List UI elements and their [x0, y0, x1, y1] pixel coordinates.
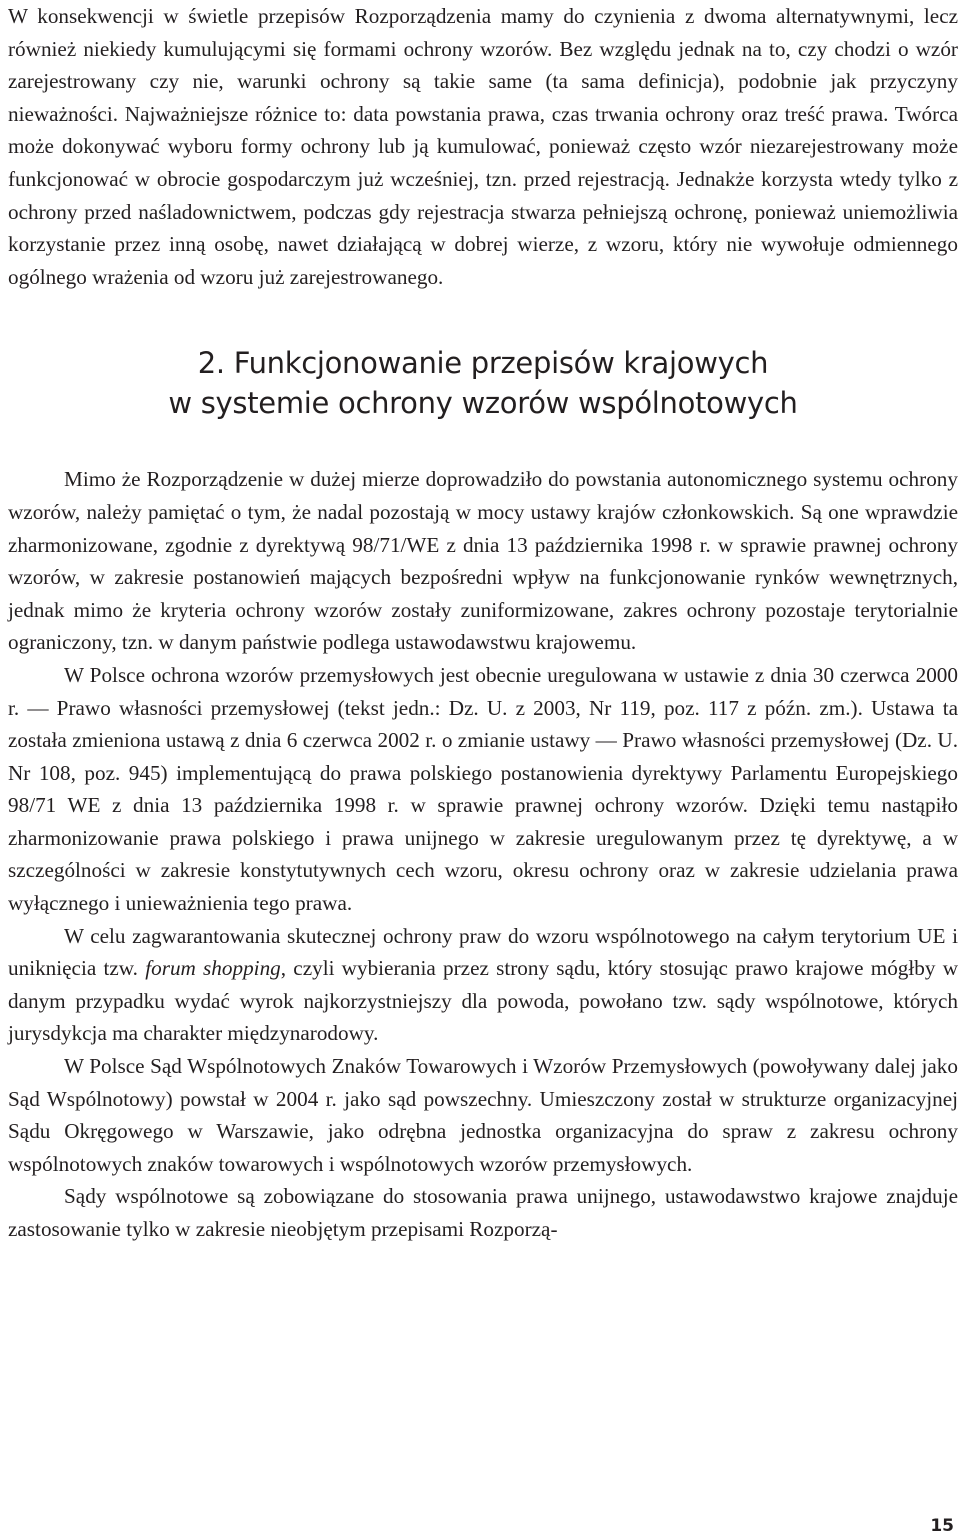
paragraph-4-italic-term: forum shopping [145, 956, 281, 981]
paragraph-1: W konsekwencji w świetle przepisów Rozporządzenia mamy do czynienia z dwoma alternatywnymi, lecz również niekiedy kumulującymi się formami ochrony wzorów. Bez względu jednak na to, czy chodzi o wzór zarejestrowany czy nie, warunki ochrony są takie same (ta sama definicja), podobnie jak przyczyny nieważności. Najważniejsze różnice to: data powstania prawa, czas trwania ochrony oraz treść prawa. Twórca może dokonywać wyboru formy ochrony lub ją kumulować, ponieważ często wzór niezarejestrowany może funkcjonować w obrocie gospodarczym już wcześniej, tzn. przed rejestracją. Jednakże korzysta wtedy tylko z ochrony przed naśladownictwem, podczas gdy rejestracja stwarza pełniejszą ochronę, ponieważ uniemożliwia korzystanie przez inną osobę, nawet działającą w dobrej wierze, z wzoru, który nie wywołuje odmiennego ogólnego wrażenia od wzoru już zarejestrowanego. [8, 4, 958, 289]
section-heading-line-2: w systemie ochrony wzorów wspólnotowych [168, 386, 798, 421]
paragraph-3: W Polsce ochrona wzorów przemysłowych jest obecnie uregulowana w ustawie z dnia 30 czerwca 2000 r. — Prawo własności przemysłowej (tekst jedn.: Dz. U. z 2003, Nr 119, poz. 117 z późn. zm.). Ustawa ta została zmieniona ustawą z dnia 6 czerwca 2002 r. o zmianie ustawy — Prawo własności przemysłowej (Dz. U. Nr 108, poz. 945) implementującą do prawa polskiego postanowienia dyrektywy Parlamentu Europejskiego 98/71 WE z dnia 13 października 1998 r. w sprawie prawnej ochrony wzorów. Dzięki temu nastąpiło zharmonizowanie prawa polskiego i prawa unijnego w zakresie uregulowanym przez tę dyrektywę, a w szczególności w zakresie konstytutywnych cech wzoru, okresu ochrony oraz w zakresie udzielania prawa wyłącznego i unieważnienia tego prawa. [8, 662, 958, 916]
paragraph-2: Mimo że Rozporządzenie w dużej mierze doprowadziło do powstania autonomicznego systemu ochrony wzorów, należy pamiętać o tym, że nadal pozostają w mocy ustawy krajów członkowskich. Są one wprawdzie zharmonizowane, zgodnie z dyrektywą 98/71/WE z dnia 13 października 1998 r. w sprawie prawnej ochrony wzorów, w zakresie postanowień mających bezpośredni wpływ na funkcjonowanie rynków wewnętrznych, jednak mimo że kryteria ochrony wzorów zostały zuniformizowane, zakres ochrony pozostaje terytorialnie ograniczony, tzn. w danym państwie podlega ustawodawstwu krajowemu. [8, 467, 958, 655]
section-heading-line-1: 2. Funkcjonowanie przepisów krajowych [197, 346, 769, 381]
section-heading [8, 343, 958, 423]
paragraph-5: W Polsce Sąd Wspólnotowych Znaków Towarowych i Wzorów Przemysłowych (powoływany dalej jako Sąd Wspólnotowy) powstał w 2004 r. jako sąd powszechny. Umieszczony został w strukturze organizacyjnej Sądu Okręgowego w Warszawie, jako odrębna jednostka organizacyjna do spraw z zakresu ochrony wspólnotowych znaków towarowych i wspólnotowych wzorów przemysłowych. [8, 1054, 958, 1176]
page-number: 15 [930, 1516, 954, 1536]
paragraph-4-text-after: , czyli wybierania przez strony sądu, który stosując prawo krajowe mógłby w danym przypadku wydać wyrok najkorzystniejszy dla powoda, powołano tzw. sądy wspólnotowe, których jurysdykcja ma charakter międzynarodowy. [8, 956, 958, 1046]
paragraph-4-text-before: W celu zagwarantowania skutecznej ochrony praw do wzoru wspólnotowego na całym terytorium UE i uniknięcia tzw. [8, 923, 958, 981]
document-page [8, 0, 958, 1246]
paragraph-6: Sądy wspólnotowe są zobowiązane do stosowania prawa unijnego, ustawodawstwo krajowe znajduje zastosowanie tylko w zakresie nieobjętym przepisami Rozporzą- [8, 1184, 958, 1241]
paragraph-4 [8, 920, 958, 1050]
